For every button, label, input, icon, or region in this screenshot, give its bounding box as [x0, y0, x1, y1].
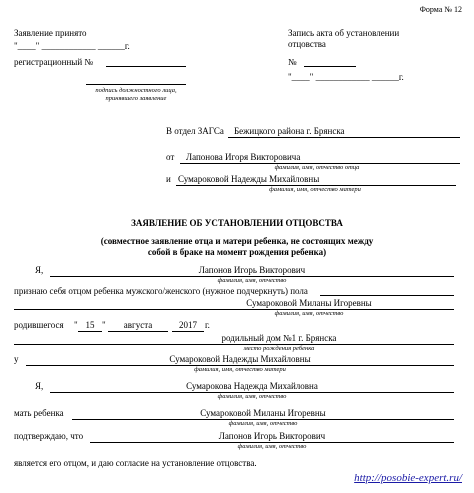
birth-day: 15: [78, 320, 102, 332]
father-name-header: Лапонова Игоря Викторовича: [180, 152, 460, 164]
form-number: Форма № 12: [419, 5, 462, 14]
mother-name-header: Сумароковой Надежды Михайловны: [176, 174, 456, 186]
to-prefix: В отдел ЗАГСа: [166, 126, 224, 136]
mother-name-caption: фамилия, имя, отчество матери: [194, 366, 286, 373]
i2-prefix: Я,: [35, 381, 44, 391]
father-name-caption: фамилия, имя, отчество: [217, 277, 287, 284]
birthplace: родильный дом №1 г. Брянска: [14, 333, 454, 345]
document-subtitle-1: (совместное заявление отца и матери ребенка, не состоящих между: [100, 236, 374, 246]
mother-caption-header: фамилия, имя, отчество матери: [269, 186, 361, 193]
child-name: Сумароковой Миланы Игоревны: [14, 298, 454, 310]
birthplace-caption: место рождения ребенка: [243, 345, 315, 352]
admit-text: признаю себя отцом ребенка мужского/женского (нужное подчеркнуть) пола: [14, 286, 308, 296]
child-mother-prefix: мать ребенка: [14, 408, 64, 418]
record-label: Запись акта об установлении отцовства: [288, 28, 400, 49]
child-name-caption: фамилия, имя, отчество: [274, 310, 344, 317]
birth-month: августа: [108, 320, 168, 332]
father-name-2-caption: фамилия, имя, отчество: [237, 443, 307, 450]
from-prefix: от: [166, 152, 175, 162]
signature-line: [86, 84, 186, 85]
born-prefix: родившегося: [14, 320, 64, 330]
signature-caption: подпись должностного лица, принявшего заявление: [95, 87, 177, 102]
mother-name-2-caption: фамилия, имя, отчество: [217, 393, 287, 400]
mother-name-2: Сумарокова Надежда Михайловна: [50, 381, 454, 393]
father-name: Лапонов Игорь Викторович: [50, 265, 454, 277]
accepted-label: Заявление принято: [14, 28, 87, 38]
footer-link[interactable]: http://posobie-expert.ru/: [354, 472, 462, 484]
document-subtitle-2: собой в браке на момент рождения ребенка): [147, 247, 327, 257]
year-suffix: г.: [205, 320, 210, 330]
closing-text: является его отцом, и даю согласие на установление отцовства.: [14, 458, 257, 468]
i-prefix: Я,: [35, 265, 44, 275]
birth-year: 2017: [172, 320, 204, 332]
child-name-2: Сумароковой Миланы Игоревны: [72, 408, 454, 420]
record-number-line: [304, 66, 356, 67]
mother-name: Сумароковой Надежды Михайловны: [26, 354, 454, 366]
document-title: ЗАЯВЛЕНИЕ ОБ УСТАНОВЛЕНИИ ОТЦОВСТВА: [131, 218, 343, 228]
child-name-2-caption: фамилия, имя, отчество: [228, 420, 298, 427]
and-prefix: и: [166, 174, 171, 184]
record-number-label: №: [288, 57, 297, 67]
confirm-prefix: подтверждаю, что: [14, 431, 84, 441]
reg-number-line: [106, 66, 186, 67]
from-mother-prefix: у: [14, 354, 19, 364]
father-name-2: Лапонов Игорь Викторович: [90, 431, 454, 443]
record-date-line: "____" ____________ ______г.: [288, 72, 404, 82]
office-name: Бежицкого района г. Брянска: [228, 126, 460, 138]
accepted-date-line: "____" ____________ ______г.: [14, 41, 130, 51]
admit-line: [320, 295, 454, 296]
father-caption-header: фамилия, имя, отчество отца: [274, 164, 360, 171]
reg-number-label: регистрационный №: [14, 57, 94, 67]
